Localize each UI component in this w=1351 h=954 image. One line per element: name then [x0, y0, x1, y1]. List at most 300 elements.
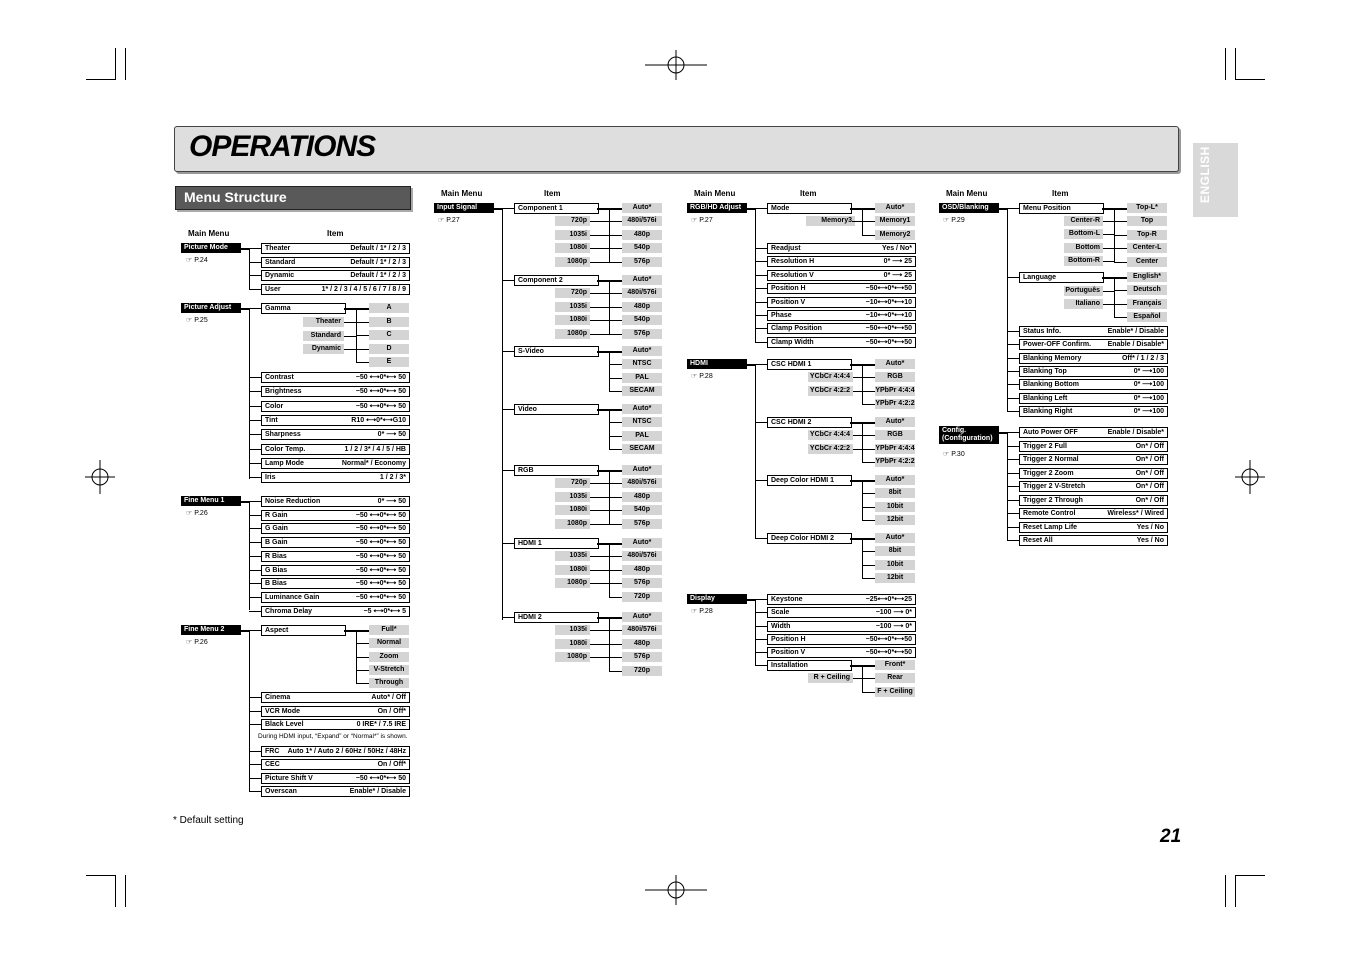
item-label: Reset All: [1023, 537, 1053, 544]
sub-option-chip: 1080i: [555, 243, 590, 253]
menu-item: [1019, 454, 1168, 465]
connector-line: [502, 543, 514, 544]
connector-line: [862, 493, 875, 494]
item-label: Resolution H: [771, 258, 815, 266]
option-chip: Through: [369, 678, 409, 688]
connector-line: [862, 208, 863, 236]
option-chip: RGB: [875, 430, 915, 440]
option-chip: E: [369, 357, 409, 367]
connector-line: [590, 556, 609, 557]
item-label: Black Level: [265, 721, 304, 728]
sub-option-chip: Italiano: [1064, 299, 1103, 309]
connector-line: [249, 697, 261, 698]
connector-line: [609, 262, 622, 263]
item-value: Default / 1* / 2 / 3: [350, 258, 406, 266]
language-tab: [1193, 143, 1238, 217]
item-label: Deep Color HDMI 2: [771, 535, 835, 542]
connector-line: [249, 515, 261, 516]
connector-line: [862, 221, 875, 222]
option-chip: Auto*: [875, 203, 915, 213]
page-reference: ☞ P.28: [691, 373, 713, 380]
connector-line: [1007, 527, 1019, 528]
menu-item: [1019, 495, 1168, 506]
menu-item: [767, 634, 916, 645]
option-chip: Auto*: [622, 203, 662, 213]
option-chip: 576p: [622, 257, 662, 267]
item-label: Deep Color HDMI 1: [771, 477, 835, 484]
connector-line: [494, 208, 502, 210]
connector-line: [609, 657, 622, 658]
page-reference: ☞ P.26: [186, 510, 208, 517]
sub-option-chip: 1080p: [555, 519, 590, 529]
option-chip: 480i/576i: [622, 551, 662, 561]
item-value: −100 ⟶ 0*: [875, 622, 912, 630]
page-reference: ☞ P.27: [691, 217, 713, 224]
connector-line: [1007, 459, 1019, 460]
item-label: Overscan: [265, 787, 297, 795]
option-chip: Memory2: [875, 230, 915, 240]
item-value: 0* ⟶ 50: [377, 498, 406, 505]
menu-item: [261, 523, 410, 534]
menu-item: [767, 607, 916, 618]
connector-line: [1103, 291, 1114, 292]
menu-item: [1019, 535, 1168, 546]
registration-mark: [1235, 460, 1265, 494]
item-label: Blanking Memory: [1023, 354, 1082, 362]
item-label: Blanking Left: [1023, 394, 1068, 402]
option-chip: 480p: [622, 565, 662, 575]
option-chip: Auto*: [622, 346, 662, 356]
connector-line: [755, 364, 756, 539]
sub-option-chip: 1035i: [555, 230, 590, 240]
menu-item: [1019, 379, 1168, 390]
menu-item: [261, 759, 410, 770]
menu-item-language: [1019, 272, 1104, 283]
connector-line: [249, 248, 250, 290]
connector-line: [747, 599, 755, 601]
item-value: Default / 1* / 2 / 3: [350, 245, 406, 252]
item-value: 0* ⟶100: [1133, 407, 1164, 415]
connector-line: [249, 308, 250, 479]
crop-mark: [86, 79, 116, 80]
menu-item: [767, 270, 916, 281]
connector-line: [502, 208, 503, 620]
option-chip: YPbPr 4:4:4: [875, 444, 915, 452]
connector-line: [590, 293, 609, 294]
menu-item: [1019, 339, 1168, 350]
item-value: −5 ⟷0*⟷ 5: [363, 607, 406, 615]
sub-option-chip: 1035i: [555, 551, 590, 561]
menu-item-menu-position: [1019, 203, 1104, 214]
sub-option-chip: 1080i: [555, 505, 590, 515]
section-title: Menu Structure: [184, 189, 287, 205]
sub-option-chip: Theater: [303, 317, 344, 327]
option-chip: 8bit: [875, 488, 915, 498]
connector-line: [249, 542, 261, 543]
connector-line: [1007, 432, 1019, 433]
connector-line: [590, 262, 609, 263]
option-chip: YPbPr 4:4:4: [875, 386, 915, 394]
crop-mark: [1235, 48, 1236, 80]
item-label: Trigger 2 Normal: [1023, 456, 1079, 463]
item-value: 0* ⟶ 25: [883, 258, 912, 266]
connector-line: [609, 334, 622, 335]
option-chip: 576p: [622, 329, 662, 339]
sub-option-chip: 1035i: [555, 625, 590, 635]
crop-mark: [115, 875, 116, 907]
main-menu-header: Main Menu: [188, 229, 230, 238]
connector-line: [609, 293, 622, 294]
item-label: Component 2: [518, 277, 563, 284]
connector-line: [1114, 262, 1127, 263]
connector-line: [609, 543, 610, 598]
crop-mark: [115, 48, 116, 80]
menu-item: [261, 719, 410, 730]
page-reference: ☞ P.24: [186, 257, 208, 264]
item-label: Keystone: [771, 596, 803, 603]
item-label: Noise Reduction: [265, 498, 321, 505]
item-label: CSC HDMI 1: [771, 361, 812, 368]
item-label: G Gain: [265, 525, 288, 533]
registration-mark: [645, 50, 707, 80]
menu-item: [261, 773, 410, 784]
connector-line: [249, 711, 261, 712]
connector-line: [249, 528, 261, 529]
sub-option-chip: 1035i: [555, 492, 590, 502]
item-value: 0* ⟶100: [1133, 367, 1164, 375]
connector-line: [356, 630, 357, 684]
connector-line: [755, 248, 767, 249]
connector-line: [609, 583, 622, 584]
connector-line: [755, 599, 756, 666]
sub-option-chip: 720p: [555, 288, 590, 298]
item-value: Enable / Disable*: [1107, 341, 1164, 349]
connector-line: [241, 248, 249, 250]
option-chip: Auto*: [622, 612, 662, 622]
menu-item: [261, 551, 410, 562]
menu-item: [1019, 522, 1168, 533]
connector-line: [853, 678, 862, 679]
connector-line: [1007, 486, 1019, 487]
main-menu-fine-menu-1: Fine Menu 1: [181, 496, 241, 506]
item-value: Auto* / Off: [371, 694, 406, 701]
item-label: Tint: [265, 416, 278, 424]
item-label: HDMI 1: [518, 540, 542, 547]
option-chip: 480p: [622, 492, 662, 502]
page-reference: ☞ P.30: [943, 451, 965, 458]
connector-line: [249, 630, 261, 631]
menu-item: [1019, 406, 1168, 417]
connector-line: [755, 665, 767, 666]
connector-line: [590, 334, 609, 335]
option-chip: 576p: [622, 578, 662, 588]
item-value: Yes / No: [1136, 523, 1164, 531]
connector-line: [852, 221, 862, 222]
item-value: −50⟷0*⟷50: [865, 635, 912, 643]
connector-line: [609, 483, 622, 484]
sub-option-chip: YCbCr 4:4:4: [808, 430, 853, 440]
connector-line: [755, 364, 767, 365]
item-value: 1 / 2 / 3* / 4 / 5 / HB: [344, 445, 406, 453]
connector-line: [747, 208, 755, 210]
option-chip: Zoom: [369, 652, 409, 662]
menu-item: [767, 310, 916, 321]
connector-line: [609, 235, 622, 236]
connector-line: [862, 520, 875, 521]
item-label: Standard: [265, 258, 296, 266]
sub-option-chip: 1080i: [555, 315, 590, 325]
sub-option-chip: Bottom-L: [1064, 229, 1103, 239]
menu-item: [261, 284, 410, 295]
connector-line: [502, 208, 514, 209]
page-reference: ☞ P.26: [186, 639, 208, 646]
connector-line: [1114, 290, 1127, 291]
option-chip: 480p: [622, 302, 662, 312]
menu-item: [1019, 441, 1168, 452]
connector-line: [249, 791, 261, 792]
option-chip: Auto*: [622, 404, 662, 414]
item-value: On* / Off: [1135, 456, 1164, 463]
connector-line: [609, 644, 622, 645]
config-label-sub: (Configuration): [942, 435, 993, 442]
option-chip: A: [369, 303, 409, 313]
item-value: 0* ⟶ 50: [377, 431, 406, 439]
registration-mark: [645, 875, 707, 905]
connector-line: [356, 322, 369, 323]
item-value: 1 / 2 / 3*: [379, 474, 406, 482]
option-chip: 540p: [622, 505, 662, 515]
connector-line: [1007, 500, 1019, 501]
item-value: −25⟷0*⟷25: [865, 596, 912, 603]
connector-line: [862, 462, 875, 463]
menu-item: [261, 372, 410, 383]
main-menu-display: Display: [687, 594, 747, 604]
option-chip: Front*: [875, 660, 915, 670]
connector-line: [249, 406, 261, 407]
item-value: Auto 1* / Auto 2 / 60Hz / 50Hz / 48Hz: [287, 748, 406, 755]
connector-line: [609, 320, 622, 321]
item-value: −50 ⟷0*⟷ 50: [355, 525, 406, 533]
connector-line: [590, 630, 609, 631]
item-label: Iris: [265, 474, 276, 482]
sub-option-chip: Português: [1064, 286, 1103, 296]
connector-line: [502, 409, 514, 410]
crop-mark: [86, 875, 116, 876]
connector-line: [1007, 411, 1019, 412]
connector-line: [755, 302, 767, 303]
sub-option-chip: 1080i: [555, 565, 590, 575]
main-menu-osd-blanking: OSD/Blanking: [939, 203, 999, 213]
menu-item: [767, 297, 916, 308]
connector-line: [755, 288, 767, 289]
item-value: −50⟷0*⟷50: [865, 649, 912, 657]
option-chip: 480i/576i: [622, 625, 662, 635]
menu-item: [261, 386, 410, 397]
connector-line: [1114, 221, 1127, 222]
connector-line: [249, 289, 261, 290]
option-chip: NTSC: [622, 359, 662, 369]
connector-line: [609, 208, 610, 263]
connector-line: [609, 524, 622, 525]
menu-item: [767, 256, 916, 267]
item-value: −50 ⟷0*⟷ 50: [355, 374, 406, 381]
item-label: Color: [265, 402, 284, 410]
connector-line: [502, 470, 514, 471]
menu-item: [261, 415, 410, 426]
menu-item: [261, 592, 410, 603]
item-label: Aspect: [265, 627, 289, 634]
item-label: Phase: [771, 312, 792, 319]
item-label: Blanking Top: [1023, 367, 1067, 375]
connector-line: [862, 538, 863, 579]
connector-line: [609, 597, 622, 598]
menu-item: [261, 537, 410, 548]
connector-line: [1103, 248, 1114, 249]
connector-line: [502, 280, 514, 281]
menu-item: [261, 510, 410, 521]
connector-line: [249, 501, 261, 502]
connector-line: [755, 261, 767, 262]
connector-line: [609, 556, 622, 557]
connector-line: [853, 377, 862, 378]
connector-line: [853, 435, 862, 436]
menu-item: [1019, 326, 1168, 337]
connector-line: [862, 480, 863, 521]
connector-line: [609, 422, 622, 423]
menu-item: [767, 359, 852, 370]
option-chip: 480i/576i: [622, 216, 662, 226]
item-value: −50 ⟷0*⟷ 50: [355, 511, 406, 519]
main-menu-picture-mode: Picture Mode: [181, 243, 241, 253]
menu-item: [1019, 353, 1168, 364]
option-chip: D: [369, 344, 409, 354]
item-label: Trigger 2 Zoom: [1023, 469, 1074, 477]
connector-line: [755, 612, 767, 613]
option-chip: 480p: [622, 230, 662, 240]
option-chip: 540p: [622, 315, 662, 325]
connector-line: [249, 420, 261, 421]
menu-item: [514, 465, 599, 476]
page-reference: ☞ P.28: [691, 608, 713, 615]
connector-line: [609, 617, 610, 672]
connector-line: [249, 778, 261, 779]
connector-line: [609, 510, 622, 511]
connector-line: [590, 497, 609, 498]
option-chip: Deutsch: [1127, 285, 1167, 295]
item-label: CEC: [265, 761, 280, 769]
connector-line: [344, 349, 356, 350]
item-label: G Bias: [265, 566, 288, 574]
connector-line: [862, 422, 863, 463]
item-label: Video: [518, 406, 537, 413]
item-value: Wireless* / Wired: [1107, 510, 1164, 517]
option-chip: 540p: [622, 243, 662, 253]
main-menu-header: Main Menu: [441, 189, 483, 198]
main-menu-config: [939, 426, 999, 444]
connector-line: [1007, 446, 1019, 447]
menu-item: [261, 444, 410, 455]
sub-option-chip: 1080p: [555, 329, 590, 339]
menu-item: [767, 337, 916, 348]
menu-item: [261, 270, 410, 281]
footnote: * Default setting: [173, 815, 244, 826]
item-label: Component 1: [518, 205, 563, 212]
connector-line: [609, 378, 622, 379]
connector-line: [1007, 344, 1019, 345]
item-value: Yes / No: [1136, 537, 1164, 544]
option-chip: 720p: [622, 592, 662, 602]
page-reference: ☞ P.27: [438, 217, 460, 224]
menu-item: [514, 346, 599, 357]
item-value: −50⟷0*⟷50: [865, 285, 912, 293]
connector-line: [241, 501, 249, 503]
connector-line: [862, 692, 875, 693]
connector-line: [249, 556, 261, 557]
connector-line: [1007, 540, 1019, 541]
option-chip: RGB: [875, 372, 915, 382]
option-chip: 576p: [622, 652, 662, 662]
menu-item: [261, 472, 410, 483]
connector-line: [755, 315, 767, 316]
connector-line: [249, 434, 261, 435]
connector-line: [590, 235, 609, 236]
connector-line: [862, 449, 875, 450]
menu-item-installation: [767, 660, 852, 671]
main-menu-header: Main Menu: [694, 189, 736, 198]
menu-item: [514, 275, 599, 286]
connector-line: [1007, 513, 1019, 514]
connector-line: [1103, 221, 1114, 222]
item-value: −50 ⟷0*⟷ 50: [355, 566, 406, 574]
connector-line: [609, 351, 610, 392]
item-label: B Gain: [265, 539, 288, 547]
connector-line: [356, 683, 369, 684]
option-chip: B: [369, 317, 409, 327]
option-chip: C: [369, 330, 409, 340]
item-label: R Gain: [265, 511, 288, 519]
connector-line: [356, 643, 369, 644]
connector-line: [609, 248, 622, 249]
connector-line: [1114, 304, 1127, 305]
connector-line: [853, 449, 862, 450]
connector-line: [356, 362, 369, 363]
option-chip: YPbPr 4:2:2: [875, 457, 915, 465]
item-label: RGB: [518, 467, 534, 474]
item-value: R10 ⟷0*⟷G10: [351, 416, 406, 424]
option-chip: SECAM: [622, 444, 662, 454]
connector-line: [1007, 208, 1008, 412]
menu-item: [1019, 427, 1168, 438]
connector-line: [755, 652, 767, 653]
item-label: Mode: [771, 205, 790, 212]
connector-line: [1114, 317, 1127, 318]
connector-line: [862, 578, 875, 579]
menu-item: [1019, 366, 1168, 377]
page-number: 21: [1160, 826, 1182, 847]
connector-line: [1103, 304, 1114, 305]
main-menu-fine-menu-2: Fine Menu 2: [181, 625, 241, 635]
connector-line: [755, 275, 767, 276]
connector-line: [590, 570, 609, 571]
sub-option-chip: 1080p: [555, 578, 590, 588]
connector-line: [862, 404, 875, 405]
item-value: On* / Off: [1135, 469, 1164, 477]
item-label: Trigger 2 Through: [1023, 496, 1083, 504]
option-chip: Top-R: [1127, 230, 1167, 240]
connector-line: [1007, 398, 1019, 399]
item-label: Luminance Gain: [265, 593, 320, 601]
menu-item: [1019, 468, 1168, 479]
